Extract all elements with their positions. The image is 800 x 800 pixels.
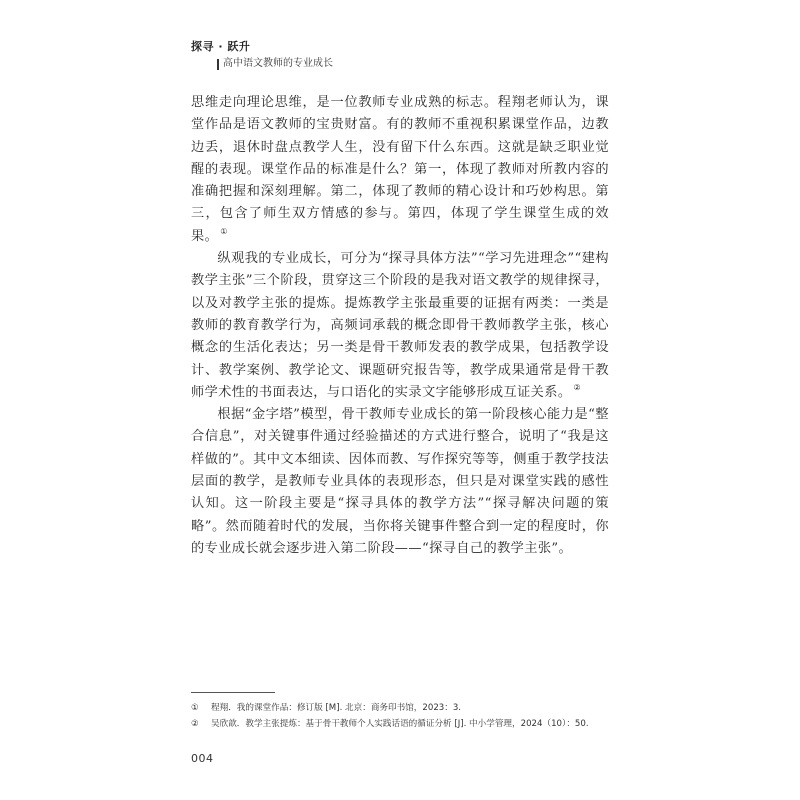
footnote-item — [191, 716, 611, 732]
footnote-mark: ① — [191, 703, 199, 713]
paragraph — [191, 92, 609, 248]
footnotes — [191, 700, 611, 732]
running-header — [191, 40, 333, 70]
paragraph-text: 根据“金字塔”模型，骨干教师专业成长的第一阶段核心能力是“整合信息”，对关键事件通过经验描述的方式进行整合，说明了“我是这样做的”。其中文本细读、因体而教、写作探究等等，侧重于教学技法层面的教学，是教师专业具体的表现形态，但只是对课堂实践的感性认知。这一阶段主要是“探寻具体的教学方法”“探寻解决问题的策略”。然而随着时代的发展，当你将关键事件整合到一定的程度时，你的专业成长就会逐步进入第二阶段——“探寻自己的教学主张”。 — [191, 407, 609, 556]
footnote-text: 程翔．我的课堂作品：修订版 [M]. 北京：商务印书馆，2023：3. — [211, 703, 462, 713]
footnote-divider — [191, 692, 275, 693]
book-title: 探寻 · 跃升 — [191, 40, 251, 53]
footnote-text: 吴欣歆．教学主张提炼：基于骨干教师个人实践话语的循证分析 [J]. 中小学管理，2024（10）：50. — [211, 719, 589, 729]
chapter-line — [191, 58, 333, 70]
footnote-mark: ② — [191, 719, 199, 729]
paragraph-text: 思维走向理论思维，是一位教师专业成熟的标志。程翔老师认为，课堂作品是语文教师的宝贵财富。有的教师不重视积累课堂作品，边教边丢，退休时盘点教学人生，没有留下什么东西。这就是缺乏职业觉醒的表现。课堂作品的标准是什么？第一，体现了教师对所教内容的准确把握和深刻理解。第二，体现了教师的精心设计和巧妙构思。第三，包含了师生双方情感的参与。第四，体现了学生课堂生成的效果。 — [191, 95, 609, 244]
footnote-reference[interactable]: ① — [220, 227, 228, 237]
footnote-item — [191, 700, 611, 716]
body-text — [191, 92, 609, 560]
chapter-bar-marker — [217, 59, 219, 70]
footnote-reference[interactable]: ② — [573, 383, 582, 393]
page-number: 004 — [191, 752, 214, 765]
paragraph-text: 纵观我的专业成长，可分为“探寻具体方法”“学习先进理念”“建构教学主张”三个阶段，贯穿这三个阶段的是我对语文教学的规律探寻，以及对教学主张的提炼。提炼教学主张最重要的证据有两类：一类是教师的教育教学行为，高频词承载的概念即骨干教师教学主张，核心概念的生活化表达；另一类是骨干教师发表的教学成果，包括教学设计、教学案例、教学论文、课题研究报告等，教学成果通常是骨干教师学术性的书面表达，与口语化的实录文字能够形成互证关系。 — [191, 251, 609, 400]
paragraph — [191, 404, 609, 560]
paragraph — [191, 248, 609, 404]
chapter-title: 高中语文教师的专业成长 — [223, 58, 333, 69]
